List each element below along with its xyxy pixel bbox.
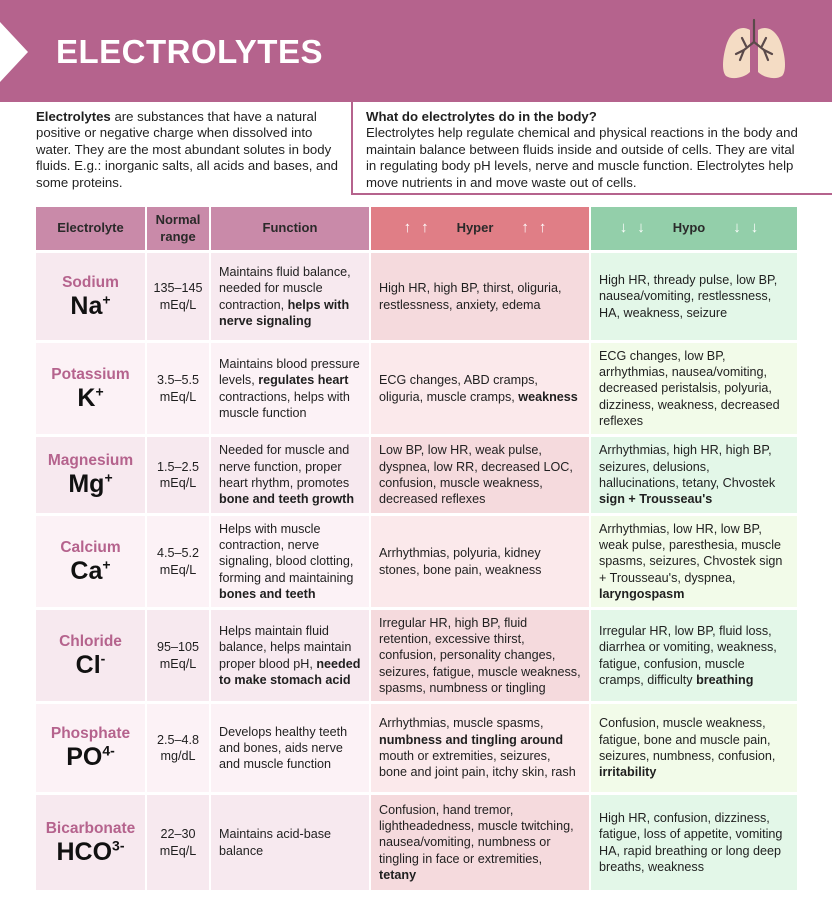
down-arrows-icon: ↓↓	[619, 219, 655, 237]
hypo-cell-bold: breathing	[696, 672, 754, 687]
hypo-cell-bold: laryngospasm	[599, 586, 685, 601]
hypo-cell	[591, 795, 797, 890]
function-cell-text: Needed for muscle and nerve function, proper heart rhythm, promotes	[219, 443, 350, 490]
function-cell-bold: regulates heart	[258, 373, 349, 388]
hypo-cell-text: High HR, confusion, dizziness, fatigue, loss of appetite, vomiting HA, rapid breathing or long deep breaths, weakness	[599, 810, 783, 874]
intro-definition-text: are substances that have a natural positive or negative charge when dissolved into water. They are the most abundant solutes in body fluids. E.g.: inorganic salts, all acids and bases, and some proteins.	[36, 109, 339, 190]
intro-purpose	[366, 109, 806, 191]
function-cell-text: Maintains fluid balance, needed for muscle contraction,	[219, 264, 351, 312]
hypo-cell-bold: irritability	[599, 765, 657, 780]
normal-range-cell: 1.5–2.5 mEq/L	[147, 437, 209, 513]
function-cell	[211, 795, 369, 890]
electrolyte-symbol-base: Cl	[75, 650, 101, 679]
up-arrows-icon: ↑↑	[521, 219, 557, 237]
electrolyte-symbol	[77, 384, 103, 412]
function-cell	[211, 704, 369, 792]
intro-answer: Electrolytes help regulate chemical and physical reactions in the body and maintain balance between fluids inside and outside of cells. They are vital in regulating body pH levels, nerve and muscle function. Electrolytes help move nutrients in and move waste out of cells.	[366, 125, 798, 190]
header-function: Function	[211, 207, 369, 250]
electrolyte-symbol-base: K	[77, 383, 96, 412]
function-cell-bold: needed to make stomach acid	[219, 656, 361, 687]
hyper-cell	[371, 516, 589, 607]
normal-range-cell: 135–145 mEq/L	[147, 253, 209, 340]
electrolyte-symbol	[76, 651, 106, 679]
header-hypo	[591, 207, 797, 250]
hyper-cell-bold: numbness and tingling around	[379, 732, 564, 747]
electrolyte-symbol-base: PO	[66, 743, 103, 771]
hyper-cell	[371, 253, 589, 340]
normal-range-cell: 22–30 mEq/L	[147, 795, 209, 890]
hyper-cell	[371, 704, 589, 792]
up-arrows-icon: ↑↑	[403, 219, 439, 237]
header-hyper	[371, 207, 589, 250]
normal-range-cell: 2.5–4.8 mg/dL	[147, 704, 209, 792]
hyper-cell	[371, 610, 589, 701]
normal-range-cell: 3.5–5.5 mEq/L	[147, 343, 209, 434]
electrolyte-name: Potassium	[51, 365, 130, 383]
electrolyte-charge: +	[102, 291, 111, 308]
hyper-cell	[371, 343, 589, 434]
table-row	[36, 516, 797, 607]
header-electrolyte: Electrolyte	[36, 207, 145, 250]
electrolyte-cell	[36, 343, 145, 434]
table-row	[36, 795, 797, 890]
header-hyper-label: Hyper	[456, 220, 494, 236]
electrolyte-name: Phosphate	[50, 725, 131, 742]
hyper-cell-bold: weakness	[518, 389, 578, 404]
hyper-cell-text: Arrhythmias, muscle spasms,	[379, 716, 544, 731]
header-normal-range: Normal range	[147, 207, 209, 250]
electrolyte-name: Magnesium	[47, 452, 134, 469]
hypo-cell-text: Irregular HR, low BP, fluid loss, diarrhea or vomiting, weakness, fatigue, confusion, muscle cramps, difficulty	[599, 623, 777, 687]
table-row	[36, 343, 797, 434]
electrolyte-symbol-base: Ca	[70, 556, 103, 585]
chevron-decoration	[0, 22, 28, 82]
function-cell	[211, 437, 369, 513]
hypo-cell-text: Arrhythmias, low HR, low BP, weak pulse, paresthesia, muscle spasms, seizures, Chvostek sign + Trousseau's, dyspnea,	[599, 521, 783, 585]
hypo-cell-text: Arrhythmias, high HR, high BP, seizures, delusions, hallucinations, tetany, Chvostek	[599, 443, 776, 490]
table-row	[36, 437, 797, 513]
electrolyte-symbol	[56, 838, 124, 866]
electrolyte-cell	[36, 704, 145, 792]
electrolyte-symbol-base: Na	[70, 291, 103, 320]
table-header-row	[36, 207, 797, 250]
intro-term: Electrolytes	[36, 109, 111, 124]
hypo-cell-text: ECG changes, low BP, arrhythmias, nausea/vomiting, decreased peristalsis, polyuria, dizziness, weakness, decreased reflexes	[599, 348, 780, 428]
hyper-cell-text: ECG changes, ABD cramps, oliguria, muscle cramps,	[379, 373, 538, 404]
hyper-cell	[371, 795, 589, 890]
hyper-cell-text: Arrhythmias, polyuria, kidney stones, bone pain, weakness	[379, 546, 542, 577]
hypo-cell	[591, 704, 797, 792]
down-arrows-icon: ↓↓	[733, 219, 769, 237]
electrolyte-symbol	[70, 292, 110, 320]
hypo-cell-bold: sign + Trousseau's	[599, 492, 713, 507]
electrolyte-charge: +	[95, 383, 104, 400]
electrolyte-cell	[36, 253, 145, 340]
electrolyte-symbol-base: Mg	[68, 470, 105, 498]
electrolyte-cell	[36, 437, 145, 513]
electrolyte-cell	[36, 610, 145, 701]
electrolyte-cell	[36, 795, 145, 890]
intro-divider	[351, 102, 353, 195]
function-cell	[211, 343, 369, 434]
table-row	[36, 610, 797, 701]
hyper-cell-text: Low BP, low HR, weak pulse, dyspnea, low RR, decreased LOC, confusion, muscle weakness, decreased reflexes	[379, 443, 573, 507]
hypo-cell	[591, 437, 797, 513]
hypo-cell	[591, 516, 797, 607]
electrolyte-charge: 3-	[112, 837, 125, 854]
table-row	[36, 253, 797, 340]
electrolyte-symbol	[70, 557, 110, 585]
hypo-cell	[591, 343, 797, 434]
hypo-cell-text: High HR, thready pulse, low BP, nausea/vomiting, restlessness, HA, weakness, seizure	[599, 273, 778, 320]
hypo-cell	[591, 610, 797, 701]
hyper-cell-text: High HR, high BP, thirst, oliguria, restlessness, anxiety, edema	[379, 281, 562, 312]
electrolyte-cell	[36, 516, 145, 607]
electrolytes-table	[36, 207, 797, 893]
electrolyte-charge: -	[100, 650, 106, 667]
hypo-cell-text: Confusion, muscle weakness, fatigue, bone and muscle pain, seizures, numbness, confusion,	[599, 716, 776, 763]
electrolyte-charge: +	[104, 469, 113, 486]
function-cell-text: Helps maintain fluid balance, helps maintain proper blood pH,	[219, 623, 352, 671]
hyper-cell-text: Confusion, hand tremor, lightheadedness, muscle twitching, nausea/vomiting, numbness or tingling in face or extremities,	[379, 802, 574, 866]
hyper-cell-bold: tetany	[379, 867, 417, 882]
page-title: ELECTROLYTES	[56, 33, 323, 70]
function-cell	[211, 253, 369, 340]
function-cell-bold: helps with nerve signaling	[219, 297, 350, 328]
function-cell-bold: bone and teeth growth	[219, 492, 355, 507]
hyper-cell-text: Irregular HR, high BP, fluid retention, excessive thirst, confusion, personality changes, seizures, fatigue, muscle weakness, spasms, numbness or tingling	[379, 615, 581, 695]
normal-range-cell: 95–105 mEq/L	[147, 610, 209, 701]
hypo-cell	[591, 253, 797, 340]
intro-definition	[36, 109, 344, 191]
hyper-cell	[371, 437, 589, 513]
page-header	[0, 0, 832, 102]
intro-question: What do electrolytes do in the body?	[366, 109, 597, 124]
normal-range-cell: 4.5–5.2 mEq/L	[147, 516, 209, 607]
electrolyte-name: Chloride	[59, 632, 122, 650]
electrolyte-symbol-base: HCO	[56, 837, 113, 866]
electrolyte-symbol	[68, 470, 112, 498]
function-cell-text: Develops healthy teeth and bones, aids nerve and muscle function	[219, 724, 348, 772]
function-cell-text: Maintains acid-base balance	[219, 827, 332, 858]
lungs-icon	[718, 18, 790, 82]
function-cell	[211, 516, 369, 607]
function-cell-text: Helps with muscle contraction, nerve signaling, blood clotting, forming and maintaining	[219, 521, 354, 585]
function-cell-text: Maintains blood pressure levels,	[219, 356, 360, 388]
electrolyte-charge: 4-	[102, 742, 115, 759]
function-cell-after: contractions, helps with muscle function	[219, 389, 350, 420]
function-cell	[211, 610, 369, 701]
electrolyte-name: Bicarbonate	[45, 819, 136, 837]
header-hypo-label: Hypo	[672, 220, 706, 236]
hyper-cell-after: mouth or extremities, seizures, bone and joint pain, itchy skin, rash	[379, 749, 576, 780]
table-row	[36, 704, 797, 792]
electrolyte-name: Calcium	[60, 538, 121, 556]
electrolyte-charge: +	[102, 556, 111, 573]
intro-bottom-rule	[353, 193, 832, 195]
electrolyte-name: Sodium	[62, 273, 119, 291]
function-cell-bold: bones and teeth	[219, 586, 316, 601]
electrolyte-symbol	[66, 743, 115, 771]
